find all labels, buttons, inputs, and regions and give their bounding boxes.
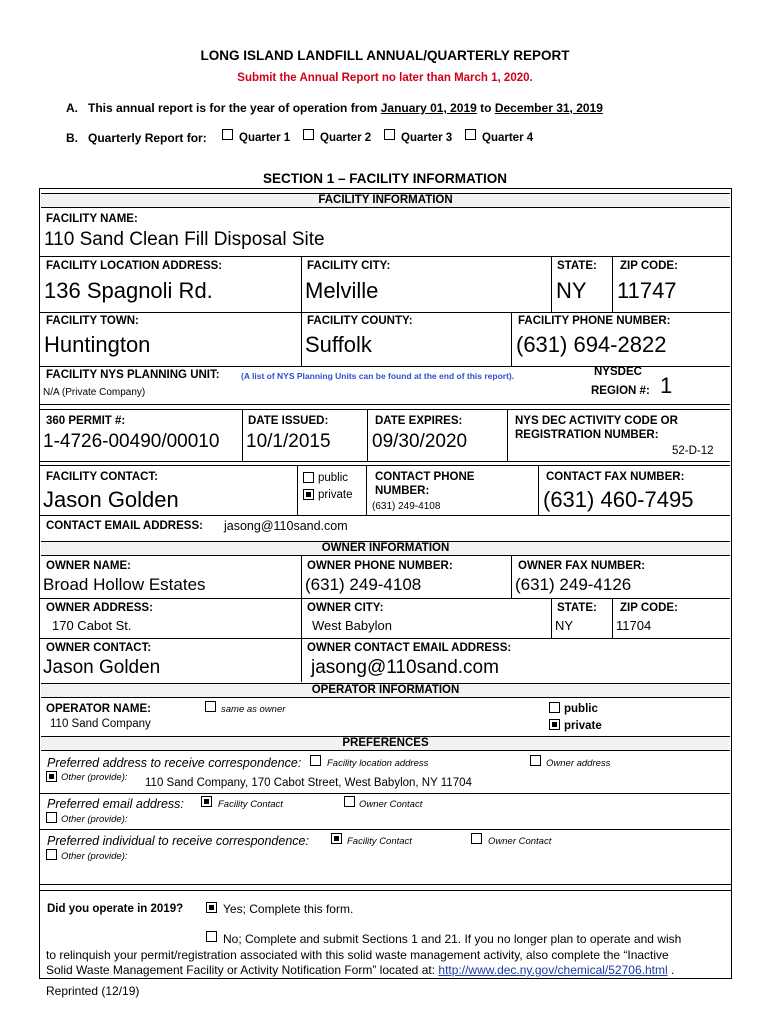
operator-private-label: private — [564, 720, 602, 732]
email-other-checkbox[interactable] — [46, 812, 57, 823]
contact-field[interactable]: Jason Golden — [43, 487, 179, 512]
operate-yes-checkbox[interactable] — [206, 902, 217, 913]
individual-pref-question: Preferred individual to receive correspondence: — [47, 834, 309, 848]
individual-owner-contact-label: Owner Contact — [488, 836, 552, 847]
email-other-label: Other (provide): — [61, 814, 128, 825]
owner-address-label: OWNER ADDRESS: — [46, 602, 153, 614]
quarter-4-checkbox[interactable] — [465, 129, 476, 140]
fax-label: CONTACT FAX NUMBER: — [546, 471, 685, 483]
facility-name-label: FACILITY NAME: — [46, 213, 138, 225]
owner-email-label: OWNER CONTACT EMAIL ADDRESS: — [307, 642, 512, 654]
planning-unit-note: (A list of NYS Planning Units can be found at the end of this report). — [241, 371, 515, 381]
contact-private-label: private — [318, 489, 353, 501]
operator-public-checkbox[interactable] — [549, 702, 560, 713]
owner-name-label: OWNER NAME: — [46, 560, 131, 572]
individual-owner-contact-checkbox[interactable] — [471, 833, 482, 844]
operator-private-checkbox[interactable] — [549, 719, 560, 730]
location-field[interactable]: 136 Spagnoli Rd. — [44, 278, 213, 303]
address-pref-question: Preferred address to receive correspondence: — [47, 756, 302, 770]
email-facility-contact-checkbox[interactable] — [201, 796, 212, 807]
individual-other-checkbox[interactable] — [46, 849, 57, 860]
activity-label-2: REGISTRATION NUMBER: — [515, 429, 659, 441]
contact-phone-label-2: NUMBER: — [375, 485, 430, 497]
other-address-label: Other (provide): — [61, 772, 128, 783]
operate-yes-label: Yes; Complete this form. — [223, 902, 354, 916]
zip-field[interactable]: 11747 — [617, 278, 677, 303]
report-title: LONG ISLAND LANDFILL ANNUAL/QUARTERLY REPORT — [200, 48, 570, 63]
operator-info-header: OPERATOR INFORMATION — [41, 683, 730, 698]
city-label: FACILITY CITY: — [307, 260, 391, 272]
owner-info-header: OWNER INFORMATION — [41, 541, 730, 556]
county-field[interactable]: Suffolk — [305, 332, 372, 357]
owner-fax-label: OWNER FAX NUMBER: — [518, 560, 646, 572]
owner-fax-field[interactable]: (631) 249-4126 — [515, 575, 632, 594]
line-a: A. This annual report is for the year of operation from January 01, 2019 to December 31, 2019 — [66, 101, 603, 115]
quarter-3-checkbox[interactable] — [384, 129, 395, 140]
year-to: December 31, 2019 — [494, 101, 603, 115]
operate-question: Did you operate in 2019? — [47, 903, 184, 915]
email-facility-contact-label: Facility Contact — [218, 799, 283, 810]
state-label: STATE: — [557, 260, 597, 272]
line-b: B. Quarterly Report for: — [66, 131, 207, 145]
location-label: FACILITY LOCATION ADDRESS: — [46, 260, 223, 272]
town-label: FACILITY TOWN: — [46, 315, 139, 327]
operate-no-line-3: Solid Waste Management Facility or Activity Notification Form” located at: http://www.dec.ny.gov/chemical/52706.html . — [46, 963, 675, 977]
same-as-owner-label: same as owner — [221, 704, 286, 715]
quarter-2-checkbox[interactable] — [303, 129, 314, 140]
town-field[interactable]: Huntington — [44, 332, 151, 357]
facility-location-checkbox[interactable] — [310, 755, 321, 766]
contact-phone-field[interactable]: (631) 249-4108 — [372, 501, 441, 512]
deadline-notice: Submit the Annual Report no later than March 1, 2020. — [237, 72, 533, 84]
email-label: CONTACT EMAIL ADDRESS: — [46, 520, 203, 532]
zip-label: ZIP CODE: — [620, 260, 678, 272]
contact-phone-label-1: CONTACT PHONE — [375, 471, 475, 483]
contact-public-label: public — [318, 472, 349, 484]
county-label: FACILITY COUNTY: — [307, 315, 413, 327]
owner-address-field[interactable]: 170 Cabot St. — [52, 618, 132, 633]
email-pref-question: Preferred email address: — [47, 797, 184, 811]
state-field[interactable]: NY — [556, 278, 587, 303]
same-as-owner-checkbox[interactable] — [205, 701, 216, 712]
owner-contact-label: OWNER CONTACT: — [46, 642, 152, 654]
planning-unit-label: FACILITY NYS PLANNING UNIT: — [46, 369, 220, 381]
other-address-checkbox[interactable] — [46, 771, 57, 782]
activity-label-1: NYS DEC ACTIVITY CODE OR — [515, 415, 678, 427]
quarter-1-checkbox[interactable] — [222, 129, 233, 140]
notification-form-link[interactable]: http://www.dec.ny.gov/chemical/52706.html — [438, 963, 668, 977]
owner-address-label: Owner address — [546, 758, 611, 769]
other-address-field[interactable]: 110 Sand Company, 170 Cabot Street, West Babylon, NY 11704 — [145, 777, 472, 789]
quarter-4-label: Quarter 4 — [482, 132, 534, 144]
quarter-2-label: Quarter 2 — [320, 132, 372, 144]
owner-city-label: OWNER CITY: — [307, 602, 384, 614]
planning-unit-field[interactable]: N/A (Private Company) — [43, 387, 146, 398]
facility-info-header: FACILITY INFORMATION — [41, 193, 730, 208]
issued-label: DATE ISSUED: — [248, 415, 329, 427]
individual-facility-contact-label: Facility Contact — [347, 836, 412, 847]
owner-phone-field[interactable]: (631) 249-4108 — [305, 575, 422, 594]
region-label: REGION #: — [591, 385, 650, 397]
facility-name-field[interactable]: 110 Sand Clean Fill Disposal Site — [44, 229, 325, 250]
individual-facility-contact-checkbox[interactable] — [331, 833, 342, 844]
individual-other-label: Other (provide): — [61, 851, 128, 862]
operator-name-label: OPERATOR NAME: — [46, 703, 151, 715]
nysdec-label: NYSDEC — [594, 366, 642, 378]
owner-zip-label: ZIP CODE: — [620, 602, 678, 614]
quarter-1-label: Quarter 1 — [239, 132, 291, 144]
quarter-3-label: Quarter 3 — [401, 132, 453, 144]
operator-public-label: public — [564, 703, 598, 715]
expires-label: DATE EXPIRES: — [375, 415, 463, 427]
reprint-footer: Reprinted (12/19) — [46, 984, 140, 998]
email-owner-contact-label: Owner Contact — [359, 799, 423, 810]
operate-no-checkbox[interactable] — [206, 931, 217, 942]
email-field[interactable]: jasong@110sand.com — [224, 519, 348, 533]
owner-zip-field[interactable]: 11704 — [616, 618, 652, 633]
permit-field[interactable]: 1-4726-00490/00010 — [43, 431, 220, 452]
activity-field[interactable]: 52-D-12 — [672, 445, 714, 457]
owner-contact-field[interactable]: Jason Golden — [43, 657, 161, 678]
year-from: January 01, 2019 — [380, 101, 477, 115]
fax-field[interactable]: (631) 460-7495 — [543, 487, 694, 512]
owner-name-field[interactable]: Broad Hollow Estates — [43, 575, 206, 594]
preferences-header: PREFERENCES — [41, 736, 730, 751]
facility-location-label: Facility location address — [327, 758, 429, 769]
owner-address-checkbox[interactable] — [530, 755, 541, 766]
expires-field[interactable]: 09/30/2020 — [372, 431, 468, 452]
owner-state-field[interactable]: NY — [555, 618, 574, 633]
contact-public-checkbox[interactable] — [303, 472, 314, 483]
permit-label: 360 PERMIT #: — [46, 415, 126, 427]
operate-no-line-2: to relinquish your permit/registration associated with this solid waste management activity, also complete the “Inactive — [46, 948, 669, 962]
operate-no-line-1: No; Complete and submit Sections 1 and 21. If you no longer plan to operate and wish — [223, 932, 682, 946]
city-field[interactable]: Melville — [305, 278, 379, 303]
email-owner-contact-checkbox[interactable] — [344, 796, 355, 807]
owner-city-field[interactable]: West Babylon — [312, 618, 392, 633]
phone-field[interactable]: (631) 694-2822 — [516, 332, 667, 357]
section-1-title: SECTION 1 – FACILITY INFORMATION — [262, 171, 507, 186]
phone-label: FACILITY PHONE NUMBER: — [518, 315, 671, 327]
operator-name-field[interactable]: 110 Sand Company — [50, 718, 151, 730]
contact-private-checkbox[interactable] — [303, 489, 314, 500]
owner-email-field[interactable]: jasong@110sand.com — [311, 657, 499, 678]
issued-field[interactable]: 10/1/2015 — [246, 431, 331, 452]
region-field[interactable]: 1 — [660, 373, 673, 398]
owner-phone-label: OWNER PHONE NUMBER: — [307, 560, 453, 572]
contact-label: FACILITY CONTACT: — [46, 471, 159, 483]
owner-state-label: STATE: — [557, 602, 597, 614]
